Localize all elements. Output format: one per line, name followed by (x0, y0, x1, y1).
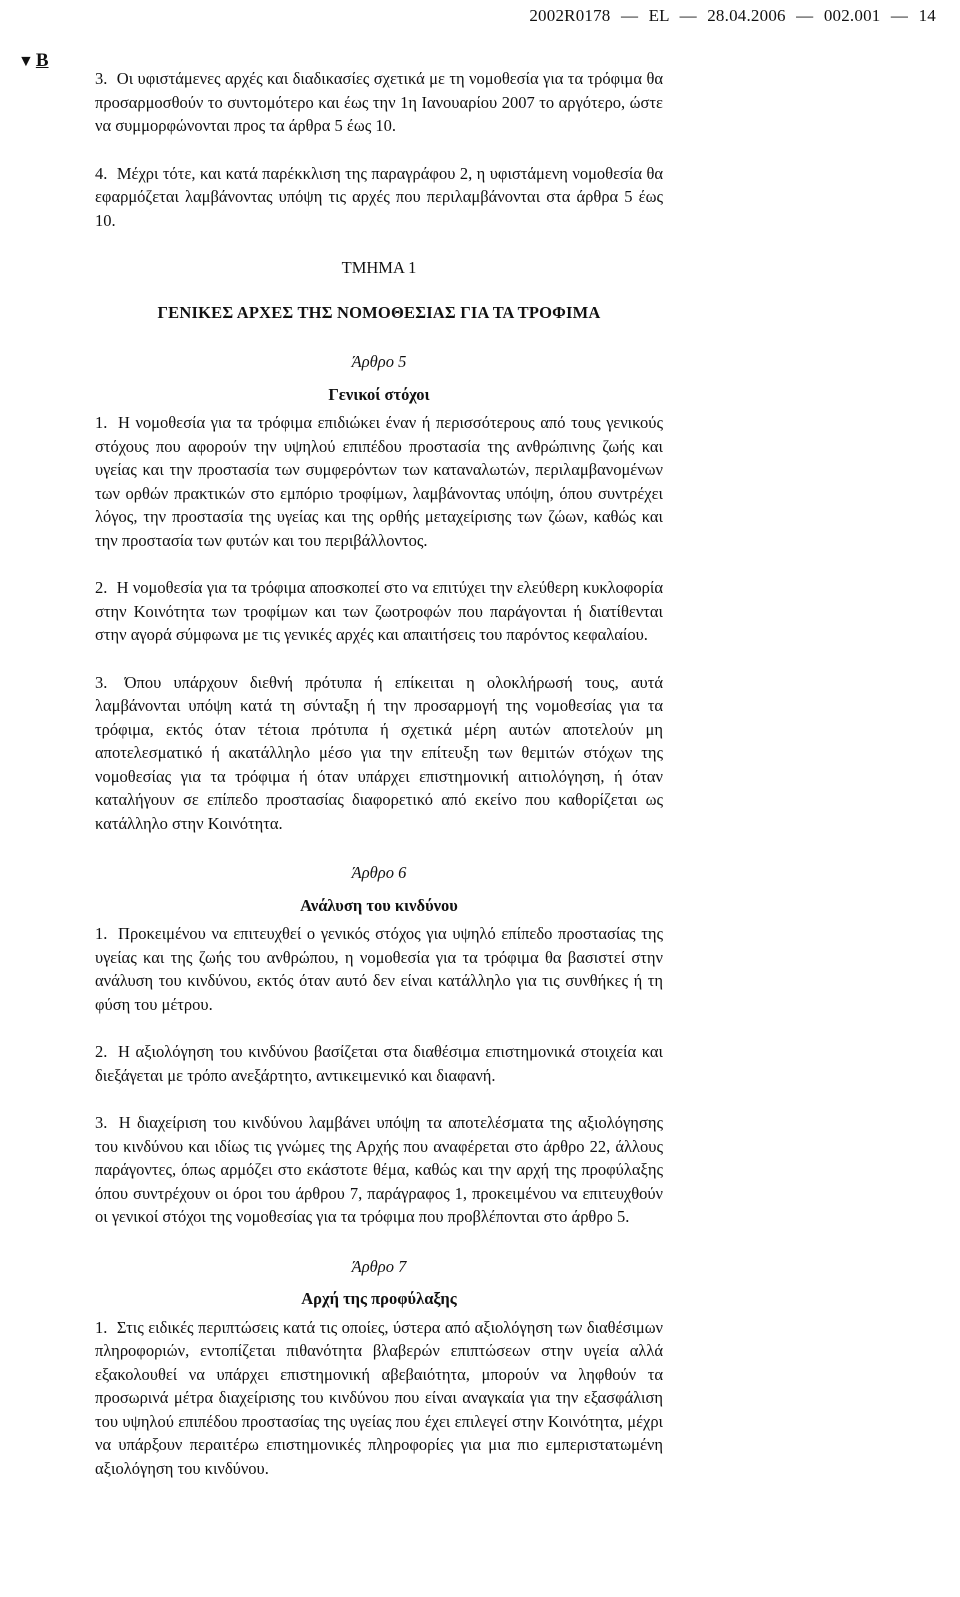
marker-letter: B (35, 50, 49, 71)
paragraph-text: Όπου υπάρχουν διεθνή πρότυπα ή επίκειται η ολοκλήρωσή τους, αυτά λαμβάνονται υπόψη κατά τη σύνταξη ή την προσαρμογή της νομοθεσίας για τα τρόφιμα, εκτός όταν τέτοια πρότυπα ή σχετικά μέρη αυτών αποτελούν μη αποτελεσματικό ή ακατάλληλο μέσο για την επίτευξη των θεμιτών στόχων της νομοθεσίας για τα τρόφιμα ή όταν υπάρχει επιστημονική αιτιολόγηση, ή όταν καταλήγουν σε επίπεδο προστασίας διαφορετικό από εκείνο που καθορίζεται ως κατάλληλο στην Κοινότητα. (95, 672, 663, 833)
paragraph-text: Στις ειδικές περιπτώσεις κατά τις οποίες, ύστερα από αξιολόγηση των διαθέσιμων πληροφοριών, εντοπίζεται πιθανότητα βλαβερών επιπτώσεων στην υγεία αλλά εξακολουθεί να υπάρχει επιστημονική αβεβαιότητα, μπορούν να ληφθούν τα προσωρινά μέτρα διαχείρισης του κινδύνου που είναι αναγκαία για την εξασφάλιση του υψηλού επιπέδου προστασίας της υγείας που έχει επιλεγεί στην Κοινότητα, μέχρι να υπάρξουν περαιτέρω επιστημονικές πληροφορίες για μια πιο εμπεριστατωμένη αξιολόγηση του κινδύνου. (95, 1317, 664, 1478)
paragraph (95, 411, 663, 552)
paragraph (95, 576, 663, 647)
paragraph-number: 3. (95, 1113, 108, 1132)
paragraph-number: 1. (95, 1317, 108, 1337)
paragraph-text: Οι υφιστάμενες αρχές και διαδικασίες σχετικά με τη νομοθεσία για τα τρόφιμα θα προσαρμοσθούν το συντομότερο και έως την 1η Ιανουαρίου 2007 το αργότερο, ώστε να συμμορφώνονται προς τα άρθρα 5 έως 10. (95, 69, 664, 135)
paragraph (95, 922, 663, 1016)
section-label: ΤΜΗΜΑ 1 (341, 258, 417, 277)
paragraph-text: Η διαχείριση του κινδύνου λαμβάνει υπόψη τα αποτελέσματα της αξιολόγησης του κινδύνου και ιδίως τις γνώμες της Αρχής που αναφέρεται στο άρθρο 22, άλλους παράγοντες, όπως αρμόζει στο εκάστοτε θέμα, καθώς και την αρχή της προφύλαξης όπου συντρέχουν οι όροι του άρθρου 7, παράγραφος 1, προκειμένου να επιτευχθούν οι γενικοί στόχοι της νομοθεσίας για τα τρόφιμα που προβλέπονται στο άρθρο 5. (95, 1113, 663, 1226)
article-heading: Αρχή της προφύλαξης (301, 1289, 457, 1308)
paragraph-number: 1. (95, 413, 108, 432)
section-title: ΓΕΝΙΚΕΣ ΑΡΧΕΣ ΤΗΣ ΝΟΜΟΘΕΣΙΑΣ ΓΙΑ ΤΑ ΤΡΟΦΙΜΑ (157, 302, 601, 322)
paragraph-text: Η νομοθεσία για τα τρόφιμα επιδιώκει έναν ή περισσότερους από τους γενικούς στόχους που αφορούν την υψηλού επιπέδου προστασία της ανθρώπινης ζωής και υγείας και την προστασία των συμφερόντων των καταναλωτών, περιλαμβανομένων των ορθών πρακτικών στο εμπόριο τροφίμων, λαμβάνοντας υπόψη, όπου συντρέχει λόγος, την προστασία της υγείας και της ορθής μεταχείρισης των ζώων, καθώς και την προστασία των φυτών και του περιβάλλοντος. (95, 413, 663, 550)
paragraph (95, 671, 663, 836)
paragraph-text: Η νομοθεσία για τα τρόφιμα αποσκοπεί στο να επιτύχει την ελεύθερη κυκλοφορία στην Κοινότητα των τροφίμων και των ζωοτροφών που παράγονται ή διατίθενται στην αγορά σύμφωνα με τις γενικές αρχές και απαιτήσεις του παρόντος κεφαλαίου. (95, 578, 663, 644)
paragraph (95, 1040, 663, 1087)
article-label: Άρθρο 6 (351, 863, 407, 882)
article-label: Άρθρο 5 (351, 352, 407, 371)
paragraph (95, 67, 663, 138)
paragraph-number: 2. (95, 578, 108, 597)
paragraph-number: 3. (95, 672, 108, 692)
paragraph-number: 2. (95, 1042, 108, 1061)
paragraph-text: Μέχρι τότε, και κατά παρέκκλιση της παραγράφου 2, η υφιστάμενη νομοθεσία θα εφαρμόζεται λαμβάνοντας υπόψη τις αρχές που περιλαμβάνονται στα άρθρα 5 έως 10. (95, 163, 663, 230)
article-heading: Ανάλυση του κινδύνου (300, 895, 458, 915)
paragraph-text: Η αξιολόγηση του κινδύνου βασίζεται στα διαθέσιμα επιστημονικά στοιχεία και διεξάγεται με τρόπο ανεξάρτητο, αντικειμενικό και διαφανή. (95, 1042, 663, 1085)
paragraph-text: Προκειμένου να επιτευχθεί ο γενικός στόχος για υψηλό επίπεδο προστασίας της υγείας και της ζωής του ανθρώπου, η νομοθεσία για τα τρόφιμα θα βασιστεί στην ανάλυση του κινδύνου, εκτός όταν αυτό δεν είναι κατάλληλο για τις συνθήκες ή τη φύση του μέτρου. (95, 924, 663, 1014)
paragraph (95, 1316, 663, 1481)
paragraph (95, 162, 663, 233)
article-heading: Γενικοί στόχοι (328, 384, 430, 404)
paragraph-number: 4. (95, 163, 108, 183)
paragraph (95, 1111, 663, 1229)
triangle-down-icon: ▼ (18, 53, 34, 70)
running-header: 2002R0178 — EL — 28.04.2006 — 002.001 — 14 (529, 6, 936, 25)
document-body (95, 67, 663, 1480)
paragraph-number: 3. (95, 69, 108, 88)
paragraph-number: 1. (95, 924, 108, 943)
amendment-marker (18, 50, 49, 72)
article-label: Άρθρο 7 (351, 1256, 407, 1276)
